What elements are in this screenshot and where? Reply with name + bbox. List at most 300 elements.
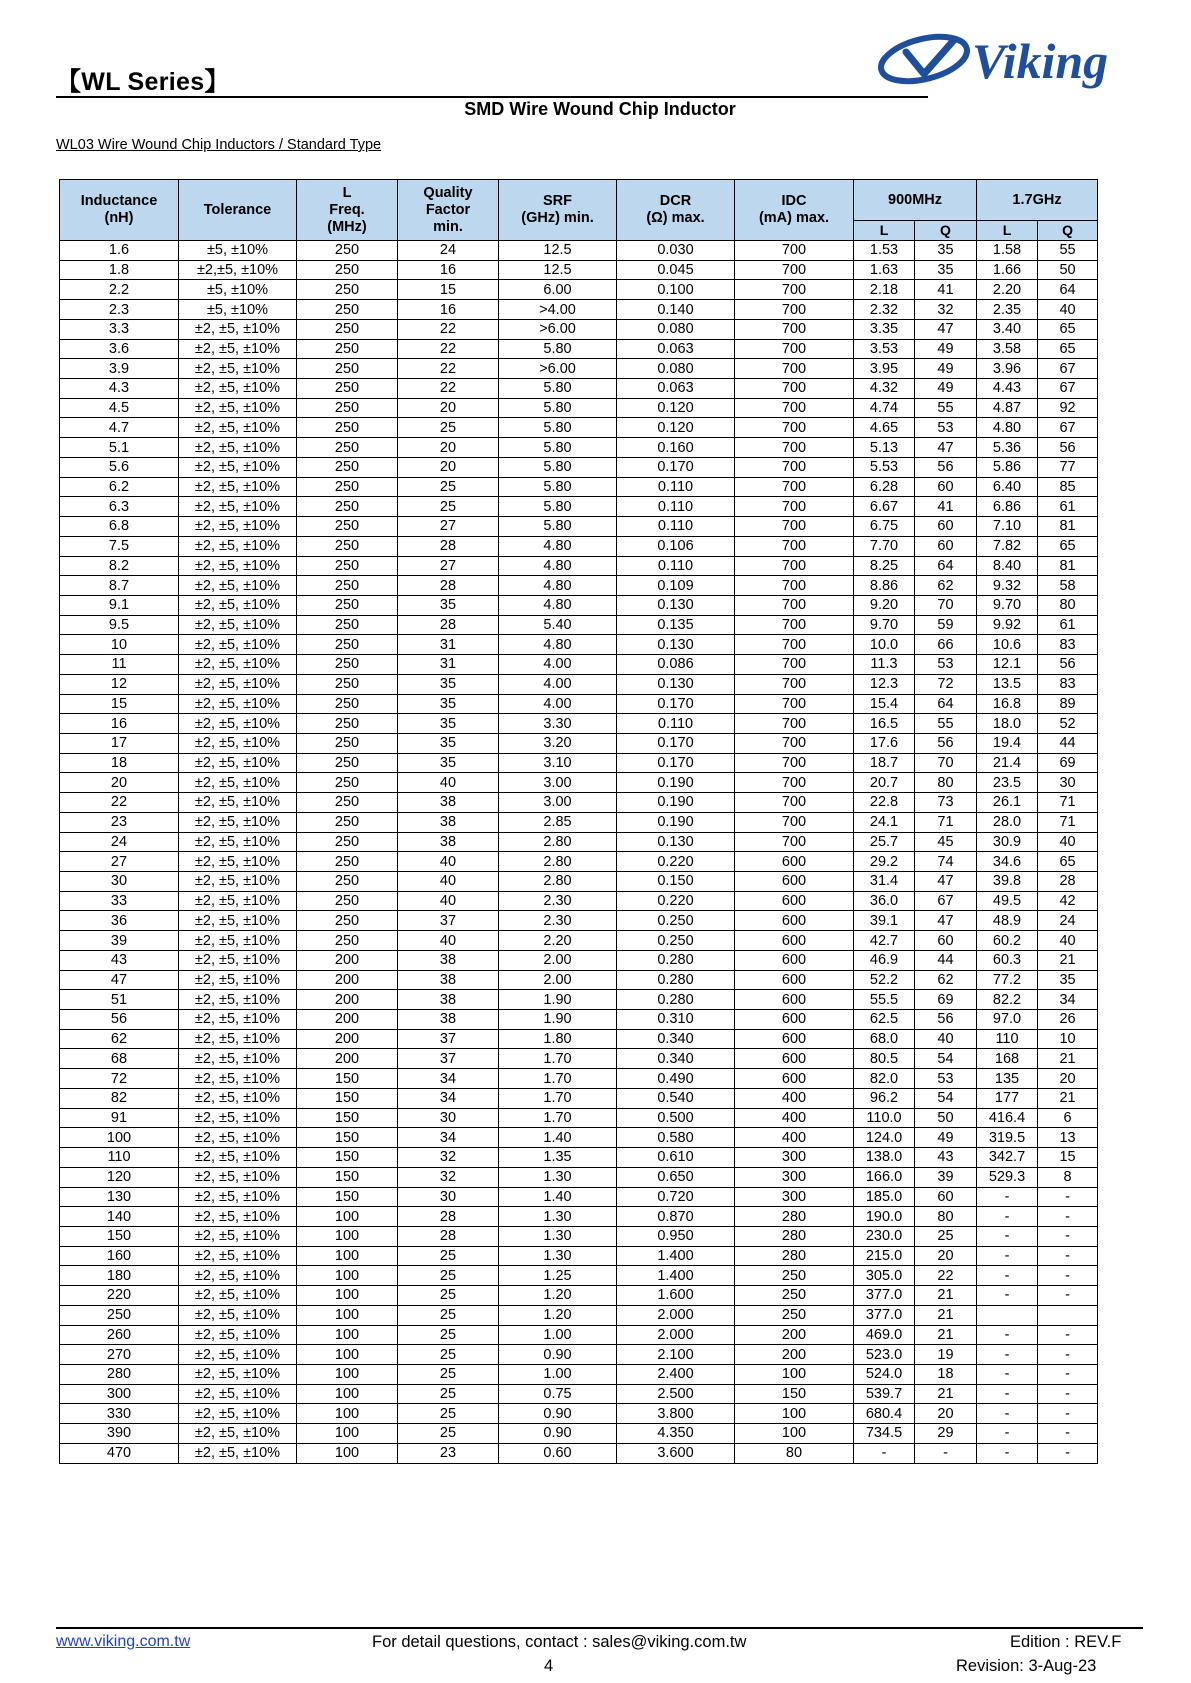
cell-tolerance: ±2, ±5, ±10% — [179, 931, 297, 951]
cell-q-900mhz: 69 — [915, 990, 977, 1010]
cell-idc: 600 — [735, 1049, 854, 1069]
table-row — [60, 773, 1098, 793]
cell-q: 28 — [398, 1207, 499, 1227]
cell-idc: 700 — [735, 556, 854, 576]
cell-q-900mhz: 53 — [915, 1069, 977, 1089]
cell-l-900mhz: 9.70 — [854, 615, 915, 635]
header-divider — [56, 96, 928, 98]
cell-q-1-7ghz: - — [1038, 1226, 1098, 1246]
cell-tolerance: ±2, ±5, ±10% — [179, 1325, 297, 1345]
cell-srf: 1.30 — [499, 1167, 617, 1187]
cell-inductance: 18 — [60, 753, 179, 773]
cell-idc: 700 — [735, 793, 854, 813]
cell-freq: 250 — [297, 714, 398, 734]
cell-freq: 250 — [297, 615, 398, 635]
cell-l-1-7ghz: 6.40 — [977, 477, 1038, 497]
cell-l-900mhz: 17.6 — [854, 733, 915, 753]
cell-q-900mhz: 49 — [915, 339, 977, 359]
cell-inductance: 470 — [60, 1443, 179, 1463]
table-row — [60, 694, 1098, 714]
cell-tolerance: ±2, ±5, ±10% — [179, 832, 297, 852]
cell-tolerance: ±2, ±5, ±10% — [179, 1404, 297, 1424]
cell-q-1-7ghz: 83 — [1038, 635, 1098, 655]
cell-tolerance: ±2, ±5, ±10% — [179, 1266, 297, 1286]
table-row — [60, 1108, 1098, 1128]
cell-freq: 250 — [297, 241, 398, 261]
cell-l-900mhz: 6.28 — [854, 477, 915, 497]
cell-q: 40 — [398, 891, 499, 911]
cell-q-1-7ghz: 61 — [1038, 497, 1098, 517]
cell-q: 34 — [398, 1088, 499, 1108]
header-dcr: DCR (Ω) max. — [617, 180, 735, 241]
cell-inductance: 6.8 — [60, 517, 179, 537]
header-quality-factor: Quality Factor min. — [398, 180, 499, 241]
cell-q: 40 — [398, 773, 499, 793]
cell-inductance: 390 — [60, 1424, 179, 1444]
cell-freq: 250 — [297, 595, 398, 615]
cell-freq: 150 — [297, 1069, 398, 1089]
cell-q-900mhz: 41 — [915, 280, 977, 300]
cell-dcr: 0.580 — [617, 1128, 735, 1148]
cell-q: 28 — [398, 1226, 499, 1246]
cell-dcr: 0.280 — [617, 970, 735, 990]
cell-dcr: 0.063 — [617, 339, 735, 359]
cell-l-900mhz: 10.0 — [854, 635, 915, 655]
cell-tolerance: ±2, ±5, ±10% — [179, 359, 297, 379]
cell-idc: 600 — [735, 970, 854, 990]
cell-srf: 1.25 — [499, 1266, 617, 1286]
table-row — [60, 714, 1098, 734]
cell-freq: 250 — [297, 891, 398, 911]
cell-q-900mhz: 45 — [915, 832, 977, 852]
cell-dcr: 0.110 — [617, 497, 735, 517]
cell-idc: 300 — [735, 1187, 854, 1207]
cell-l-1-7ghz: - — [977, 1226, 1038, 1246]
cell-srf: 1.80 — [499, 1029, 617, 1049]
cell-tolerance: ±2, ±5, ±10% — [179, 1384, 297, 1404]
cell-freq: 200 — [297, 990, 398, 1010]
cell-q-900mhz: 71 — [915, 812, 977, 832]
cell-l-1-7ghz: - — [977, 1325, 1038, 1345]
cell-l-900mhz: 82.0 — [854, 1069, 915, 1089]
cell-idc: 280 — [735, 1246, 854, 1266]
header-900mhz: 900MHz — [854, 180, 977, 221]
cell-l-1-7ghz: - — [977, 1384, 1038, 1404]
cell-q-1-7ghz: 40 — [1038, 931, 1098, 951]
cell-l-1-7ghz: 21.4 — [977, 753, 1038, 773]
cell-inductance: 120 — [60, 1167, 179, 1187]
cell-dcr: 0.120 — [617, 398, 735, 418]
cell-freq: 250 — [297, 635, 398, 655]
cell-q: 25 — [398, 1305, 499, 1325]
cell-inductance: 7.5 — [60, 536, 179, 556]
cell-l-900mhz: 96.2 — [854, 1088, 915, 1108]
cell-l-1-7ghz: 7.82 — [977, 536, 1038, 556]
cell-srf: 1.35 — [499, 1148, 617, 1168]
cell-inductance: 2.2 — [60, 280, 179, 300]
viking-logo — [872, 26, 1158, 92]
cell-tolerance: ±2, ±5, ±10% — [179, 674, 297, 694]
cell-idc: 600 — [735, 931, 854, 951]
cell-l-1-7ghz: - — [977, 1286, 1038, 1306]
cell-tolerance: ±2, ±5, ±10% — [179, 950, 297, 970]
cell-q-900mhz: 74 — [915, 852, 977, 872]
cell-l-900mhz: 305.0 — [854, 1266, 915, 1286]
cell-idc: 400 — [735, 1128, 854, 1148]
cell-q: 37 — [398, 911, 499, 931]
cell-idc: 700 — [735, 753, 854, 773]
cell-tolerance: ±2, ±5, ±10% — [179, 615, 297, 635]
table-row — [60, 812, 1098, 832]
cell-l-1-7ghz: 8.40 — [977, 556, 1038, 576]
cell-q-900mhz: 60 — [915, 477, 977, 497]
cell-l-1-7ghz: 1.66 — [977, 260, 1038, 280]
cell-tolerance: ±2, ±5, ±10% — [179, 438, 297, 458]
table-row — [60, 556, 1098, 576]
cell-l-900mhz: 62.5 — [854, 1010, 915, 1030]
cell-inductance: 12 — [60, 674, 179, 694]
cell-l-1-7ghz: 3.40 — [977, 319, 1038, 339]
cell-idc: 700 — [735, 260, 854, 280]
cell-idc: 700 — [735, 339, 854, 359]
cell-l-1-7ghz: 39.8 — [977, 872, 1038, 892]
cell-freq: 100 — [297, 1286, 398, 1306]
table-row — [60, 1088, 1098, 1108]
cell-inductance: 260 — [60, 1325, 179, 1345]
cell-q-900mhz: 62 — [915, 970, 977, 990]
cell-l-900mhz: 4.32 — [854, 379, 915, 399]
cell-inductance: 160 — [60, 1246, 179, 1266]
cell-l-900mhz: 3.53 — [854, 339, 915, 359]
cell-freq: 100 — [297, 1404, 398, 1424]
cell-inductance: 62 — [60, 1029, 179, 1049]
cell-q-900mhz: 21 — [915, 1325, 977, 1345]
cell-q-900mhz: 32 — [915, 300, 977, 320]
cell-q-900mhz: 22 — [915, 1266, 977, 1286]
cell-srf: 2.85 — [499, 812, 617, 832]
cell-idc: 280 — [735, 1207, 854, 1227]
cell-srf: 1.20 — [499, 1286, 617, 1306]
logo-swoosh-icon — [876, 29, 971, 89]
cell-l-900mhz: 110.0 — [854, 1108, 915, 1128]
cell-l-900mhz: 8.86 — [854, 576, 915, 596]
cell-q-1-7ghz: 10 — [1038, 1029, 1098, 1049]
table-row — [60, 1049, 1098, 1069]
cell-q-900mhz: 49 — [915, 359, 977, 379]
cell-freq: 200 — [297, 1010, 398, 1030]
cell-q: 25 — [398, 1345, 499, 1365]
cell-dcr: 0.110 — [617, 517, 735, 537]
cell-q-900mhz: 64 — [915, 694, 977, 714]
cell-dcr: 0.610 — [617, 1148, 735, 1168]
cell-l-1-7ghz: 416.4 — [977, 1108, 1038, 1128]
cell-q-900mhz: 60 — [915, 1187, 977, 1207]
cell-tolerance: ±2, ±5, ±10% — [179, 379, 297, 399]
cell-freq: 100 — [297, 1325, 398, 1345]
cell-inductance: 5.1 — [60, 438, 179, 458]
table-row — [60, 793, 1098, 813]
cell-q: 28 — [398, 576, 499, 596]
cell-q-1-7ghz: 77 — [1038, 457, 1098, 477]
cell-dcr: 0.110 — [617, 714, 735, 734]
cell-srf: 0.90 — [499, 1424, 617, 1444]
cell-q-1-7ghz: 28 — [1038, 872, 1098, 892]
header-1-7ghz-l: L — [977, 221, 1038, 241]
cell-q-1-7ghz — [1038, 1305, 1098, 1325]
cell-q-1-7ghz: 71 — [1038, 793, 1098, 813]
cell-freq: 250 — [297, 438, 398, 458]
cell-inductance: 8.7 — [60, 576, 179, 596]
cell-freq: 150 — [297, 1187, 398, 1207]
cell-inductance: 1.8 — [60, 260, 179, 280]
cell-tolerance: ±2, ±5, ±10% — [179, 319, 297, 339]
cell-inductance: 2.3 — [60, 300, 179, 320]
cell-srf: 12.5 — [499, 241, 617, 261]
table-row — [60, 970, 1098, 990]
cell-l-1-7ghz: 97.0 — [977, 1010, 1038, 1030]
cell-tolerance: ±2, ±5, ±10% — [179, 812, 297, 832]
cell-l-900mhz: 52.2 — [854, 970, 915, 990]
cell-srf: 1.30 — [499, 1246, 617, 1266]
edition-text: Edition : REV.F — [1010, 1633, 1122, 1651]
table-row — [60, 497, 1098, 517]
table-row — [60, 457, 1098, 477]
cell-freq: 250 — [297, 280, 398, 300]
cell-l-1-7ghz: 19.4 — [977, 733, 1038, 753]
cell-q-900mhz: 40 — [915, 1029, 977, 1049]
cell-q: 28 — [398, 615, 499, 635]
cell-q-900mhz: 21 — [915, 1286, 977, 1306]
cell-q-1-7ghz: - — [1038, 1424, 1098, 1444]
cell-l-1-7ghz: 12.1 — [977, 655, 1038, 675]
cell-inductance: 82 — [60, 1088, 179, 1108]
cell-idc: 600 — [735, 1069, 854, 1089]
cell-l-1-7ghz: 18.0 — [977, 714, 1038, 734]
cell-srf: 5.80 — [499, 438, 617, 458]
cell-l-1-7ghz: 168 — [977, 1049, 1038, 1069]
cell-dcr: 0.870 — [617, 1207, 735, 1227]
cell-tolerance: ±2, ±5, ±10% — [179, 773, 297, 793]
cell-q-1-7ghz: - — [1038, 1187, 1098, 1207]
cell-l-1-7ghz: 34.6 — [977, 852, 1038, 872]
cell-q: 22 — [398, 379, 499, 399]
table-row — [60, 832, 1098, 852]
cell-q: 38 — [398, 950, 499, 970]
cell-inductance: 1.6 — [60, 241, 179, 261]
cell-freq: 200 — [297, 1029, 398, 1049]
cell-dcr: 0.140 — [617, 300, 735, 320]
table-row — [60, 379, 1098, 399]
cell-tolerance: ±2, ±5, ±10% — [179, 1345, 297, 1365]
cell-srf: 5.80 — [499, 418, 617, 438]
cell-tolerance: ±2, ±5, ±10% — [179, 1207, 297, 1227]
cell-tolerance: ±2, ±5, ±10% — [179, 1305, 297, 1325]
cell-l-900mhz: - — [854, 1443, 915, 1463]
cell-q-900mhz: 60 — [915, 517, 977, 537]
cell-l-900mhz: 4.65 — [854, 418, 915, 438]
cell-l-900mhz: 3.95 — [854, 359, 915, 379]
cell-q-1-7ghz: 67 — [1038, 379, 1098, 399]
table-row — [60, 517, 1098, 537]
cell-inductance: 16 — [60, 714, 179, 734]
cell-l-1-7ghz: 2.35 — [977, 300, 1038, 320]
cell-l-900mhz: 36.0 — [854, 891, 915, 911]
cell-tolerance: ±2, ±5, ±10% — [179, 576, 297, 596]
cell-dcr: 0.135 — [617, 615, 735, 635]
cell-q: 27 — [398, 556, 499, 576]
cell-l-900mhz: 9.20 — [854, 595, 915, 615]
cell-q-900mhz: 47 — [915, 911, 977, 931]
cell-tolerance: ±2, ±5, ±10% — [179, 1010, 297, 1030]
cell-inductance: 17 — [60, 733, 179, 753]
cell-l-1-7ghz: - — [977, 1443, 1038, 1463]
cell-l-1-7ghz: - — [977, 1207, 1038, 1227]
cell-dcr: 0.130 — [617, 595, 735, 615]
cell-l-900mhz: 55.5 — [854, 990, 915, 1010]
cell-q-1-7ghz: 56 — [1038, 655, 1098, 675]
cell-q: 35 — [398, 753, 499, 773]
table-row — [60, 418, 1098, 438]
cell-l-1-7ghz: 60.3 — [977, 950, 1038, 970]
cell-q-1-7ghz: - — [1038, 1207, 1098, 1227]
table-row — [60, 1010, 1098, 1030]
header-srf: SRF (GHz) min. — [499, 180, 617, 241]
cell-q-1-7ghz: 61 — [1038, 615, 1098, 635]
cell-l-1-7ghz: - — [977, 1404, 1038, 1424]
cell-q: 27 — [398, 517, 499, 537]
cell-q-900mhz: 80 — [915, 1207, 977, 1227]
cell-idc: 700 — [735, 300, 854, 320]
cell-idc: 200 — [735, 1325, 854, 1345]
cell-freq: 100 — [297, 1207, 398, 1227]
cell-q-900mhz: 18 — [915, 1364, 977, 1384]
cell-inductance: 68 — [60, 1049, 179, 1069]
cell-idc: 600 — [735, 891, 854, 911]
cell-freq: 250 — [297, 418, 398, 438]
cell-l-900mhz: 11.3 — [854, 655, 915, 675]
cell-srf: 5.80 — [499, 398, 617, 418]
cell-q-900mhz: 59 — [915, 615, 977, 635]
cell-q-900mhz: 43 — [915, 1148, 977, 1168]
cell-tolerance: ±2, ±5, ±10% — [179, 1187, 297, 1207]
cell-q-900mhz: 62 — [915, 576, 977, 596]
cell-freq: 100 — [297, 1305, 398, 1325]
cell-inductance: 5.6 — [60, 457, 179, 477]
cell-inductance: 6.2 — [60, 477, 179, 497]
cell-dcr: 2.500 — [617, 1384, 735, 1404]
cell-srf: 4.80 — [499, 635, 617, 655]
cell-q: 34 — [398, 1128, 499, 1148]
cell-q: 15 — [398, 280, 499, 300]
cell-inductance: 6.3 — [60, 497, 179, 517]
cell-q-1-7ghz: 34 — [1038, 990, 1098, 1010]
cell-l-1-7ghz: 6.86 — [977, 497, 1038, 517]
cell-q-1-7ghz: 89 — [1038, 694, 1098, 714]
cell-dcr: 0.720 — [617, 1187, 735, 1207]
cell-q: 40 — [398, 872, 499, 892]
cell-l-1-7ghz: 177 — [977, 1088, 1038, 1108]
series-title: 【WL Series】 — [56, 68, 230, 96]
table-row — [60, 1443, 1098, 1463]
cell-inductance: 51 — [60, 990, 179, 1010]
table-row — [60, 1207, 1098, 1227]
cell-inductance: 100 — [60, 1128, 179, 1148]
cell-srf: 2.30 — [499, 911, 617, 931]
table-row — [60, 1226, 1098, 1246]
cell-dcr: 1.600 — [617, 1286, 735, 1306]
cell-dcr: 2.100 — [617, 1345, 735, 1365]
cell-q-1-7ghz: 65 — [1038, 339, 1098, 359]
cell-freq: 100 — [297, 1226, 398, 1246]
cell-freq: 250 — [297, 911, 398, 931]
cell-q: 38 — [398, 812, 499, 832]
cell-srf: 1.30 — [499, 1207, 617, 1227]
cell-dcr: 0.080 — [617, 319, 735, 339]
cell-l-900mhz: 31.4 — [854, 872, 915, 892]
table-row — [60, 1128, 1098, 1148]
cell-idc: 700 — [735, 438, 854, 458]
footer-divider — [56, 1627, 1143, 1629]
cell-idc: 700 — [735, 714, 854, 734]
cell-q: 35 — [398, 694, 499, 714]
cell-q-900mhz: 47 — [915, 319, 977, 339]
contact-text: For detail questions, contact : sales@viking.com.tw — [372, 1633, 747, 1651]
cell-freq: 250 — [297, 398, 398, 418]
cell-l-900mhz: 124.0 — [854, 1128, 915, 1148]
cell-dcr: 0.110 — [617, 477, 735, 497]
cell-dcr: 0.340 — [617, 1029, 735, 1049]
table-row — [60, 891, 1098, 911]
cell-l-900mhz: 80.5 — [854, 1049, 915, 1069]
cell-q-900mhz: 54 — [915, 1088, 977, 1108]
cell-srf: 5.80 — [499, 339, 617, 359]
cell-dcr: 0.030 — [617, 241, 735, 261]
cell-idc: 600 — [735, 1029, 854, 1049]
cell-freq: 250 — [297, 339, 398, 359]
cell-dcr: 2.000 — [617, 1305, 735, 1325]
table-row — [60, 1167, 1098, 1187]
cell-l-1-7ghz: 77.2 — [977, 970, 1038, 990]
cell-q-900mhz: 49 — [915, 1128, 977, 1148]
cell-q: 20 — [398, 457, 499, 477]
header-idc: IDC (mA) max. — [735, 180, 854, 241]
cell-l-1-7ghz: 60.2 — [977, 931, 1038, 951]
cell-idc: 700 — [735, 576, 854, 596]
cell-q: 35 — [398, 595, 499, 615]
cell-tolerance: ±2, ±5, ±10% — [179, 497, 297, 517]
cell-l-1-7ghz: 48.9 — [977, 911, 1038, 931]
cell-tolerance: ±2, ±5, ±10% — [179, 1364, 297, 1384]
cell-freq: 250 — [297, 674, 398, 694]
cell-idc: 100 — [735, 1404, 854, 1424]
cell-inductance: 15 — [60, 694, 179, 714]
cell-q: 38 — [398, 793, 499, 813]
cell-q-1-7ghz: 71 — [1038, 812, 1098, 832]
cell-srf: 3.00 — [499, 773, 617, 793]
cell-dcr: 0.130 — [617, 832, 735, 852]
cell-l-900mhz: 15.4 — [854, 694, 915, 714]
table-row — [60, 1286, 1098, 1306]
cell-l-1-7ghz: 3.58 — [977, 339, 1038, 359]
cell-freq: 250 — [297, 457, 398, 477]
table-row — [60, 576, 1098, 596]
cell-l-900mhz: 68.0 — [854, 1029, 915, 1049]
cell-inductance: 8.2 — [60, 556, 179, 576]
cell-dcr: 0.250 — [617, 931, 735, 951]
cell-q: 24 — [398, 241, 499, 261]
website-link[interactable]: www.viking.com.tw — [56, 1633, 191, 1650]
cell-l-1-7ghz: 1.58 — [977, 241, 1038, 261]
